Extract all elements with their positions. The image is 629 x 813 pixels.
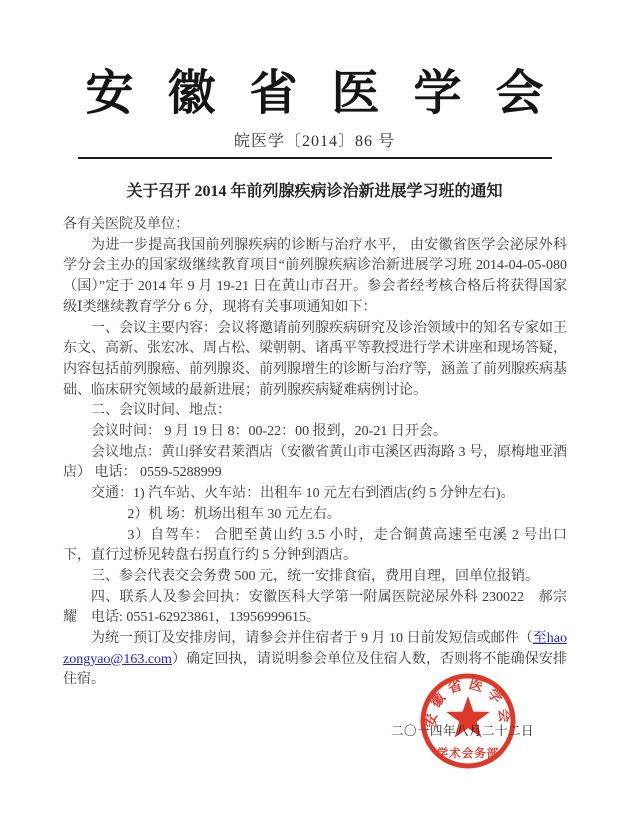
doc-number: 皖医学〔2014〕86 号	[233, 133, 395, 150]
email-link[interactable]: 至haozongyao@163.com	[63, 631, 568, 667]
section-3-fee: 三、参会代表交会务费 500 元，统一安排食宿，费用自理，回单位报销。	[91, 568, 539, 584]
org-title: 安徽省医学会	[85, 67, 578, 120]
doc-title: 关于召开 2014 年前列腺疾病诊治新进展学习班的通知	[126, 183, 503, 200]
meeting-time: 会议时间： 9 月 19 日 8：00-22：00 报到，20-21 日开会。	[91, 424, 447, 440]
closing-date: 二〇一四年八月二十二日	[391, 724, 535, 738]
booking-text-after: ）确定回执，请说明参会单位及住宿人数，否则将不能确保安排住宿。	[63, 651, 567, 688]
seal-org-text: 安徽省医学会	[424, 677, 512, 729]
section-2-heading: 二、会议时间、地点：	[91, 403, 231, 419]
section-1-content: 一、会议主要内容：会议将邀请前列腺疾病研究及诊治领域中的知名专家如王东文、高新、张宏冰、周占松、梁朝朝、诸禹平等教授进行学术讲座和现场答疑，内容包括前列腺癌、前列腺炎、前列腺增生的诊断与治疗等，涵盖了前列腺疾病基础、临床研究领域的最新进展；前列腺疾病疑难病例讨论。	[63, 320, 567, 398]
document-body	[0, 215, 629, 691]
section-4-contact: 四、联系人及参会回执：安徽医科大学第一附属医院泌尿外科 230022 郝宗耀 电话: 0551-62923861，13956999615。	[63, 589, 567, 626]
header-divider	[78, 157, 552, 159]
salutation: 各有关医院及单位：	[63, 217, 189, 232]
transport-station: 交通：1) 汽车站、火车站：出租车 10 元左右到酒店(约 5 分钟左右)。	[91, 486, 515, 502]
booking-text-before: 为统一预订及安排房间，请参会并住宿者于 9 月 10 日前发短信或邮件（	[91, 631, 533, 647]
transport-airport: 2）机 场：机场出租车 30 元左右。	[127, 506, 341, 522]
intro-paragraph: 为进一步提高我国前列腺疾病的诊断与治疗水平， 由安徽省医学会泌尿外科学分会主办的国家级继续教育项目“前列腺疾病诊治新进展学习班 2014-04-05-080（国）”定于 2014 年 9 月 19-21 日在黄山市召开。参会者经考核合格后将获得国家级Ⅰ类继续教育学分 6 分，现将有关事项通知如下：	[63, 237, 567, 315]
transport-driving: 3）自驾车： 合肥至黄山约 3.5 小时，走合铜黄高速至屯溪 2 号出口下，直行过桥见转盘右拐直行约 5 分钟到酒店。	[63, 527, 567, 564]
meeting-venue: 会议地点：黄山驿安君莱酒店（安徽省黄山市屯溪区西海路 3 号，原梅地亚酒店） 电话： 0559-5288999	[63, 444, 567, 481]
seal-dept-text: 学术会务部	[436, 748, 500, 760]
